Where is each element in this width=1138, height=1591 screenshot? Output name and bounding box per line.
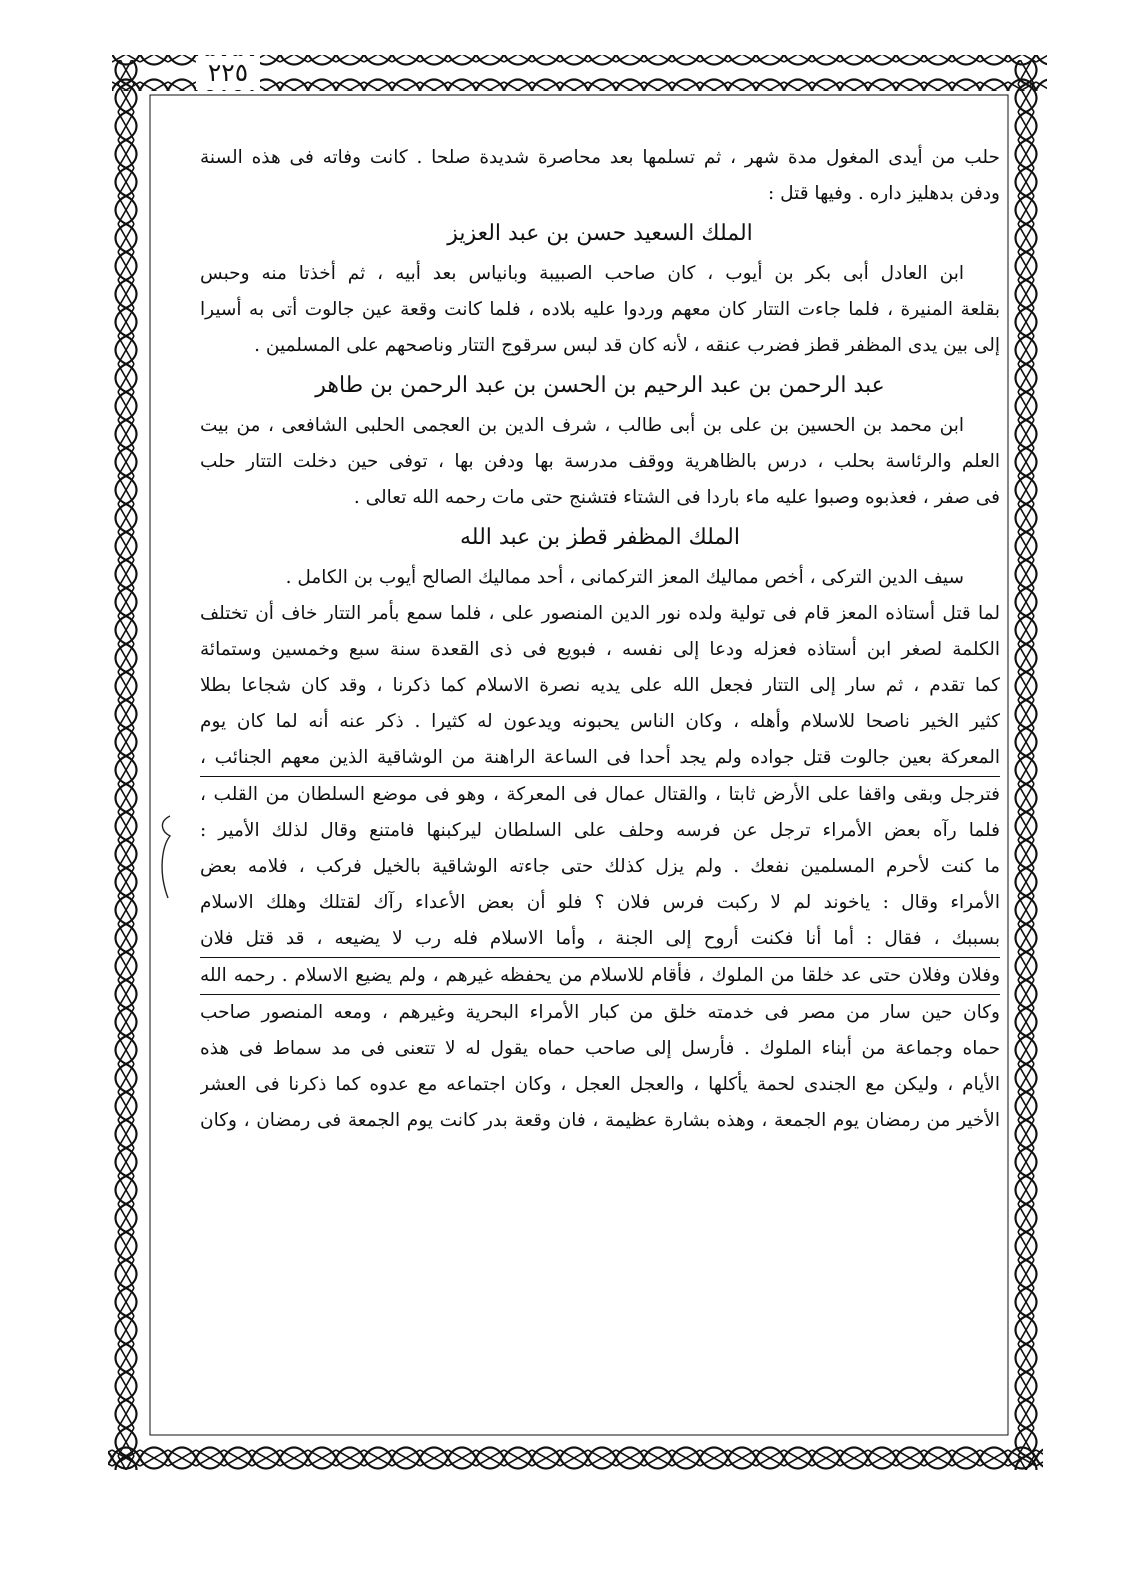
text-line: فى صفر ، فعذبوه وصبوا عليه ماء باردا فى الشتاء فتشنج حتى مات رحمه الله تعالى . xyxy=(353,487,1000,508)
entry-heading: الملك السعيد حسن بن عبد العزيز xyxy=(447,221,753,246)
text-line: العلم والرئاسة بحلب ، درس بالظاهرية ووقف مدرسة بها ودفن بها ، توفى حين دخلت التتار حلب xyxy=(200,451,1000,472)
text-body xyxy=(200,140,1000,1430)
entry-heading: عبد الرحمن بن عبد الرحيم بن الحسن بن عبد الرحمن بن طاهر xyxy=(315,373,885,398)
text-line: سيف الدين التركى ، أخص مماليك المعز التركمانى ، أحد مماليك الصالح أيوب بن الكامل . xyxy=(285,567,964,588)
text-line: لما قتل أستاذه المعز قام فى تولية ولده نور الدين المنصور على ، فلما سمع بأمر التتار خاف أن تختلف xyxy=(200,603,1000,624)
text-line: الأمراء وقال : ياخوند لم لا ركبت فرس فلان ؟ فلو أن بعض الأعداء رآك لقتلك وهلك الاسلام xyxy=(200,892,1000,913)
handwritten-margin-bracket xyxy=(140,812,180,902)
text-line: إلى بين يدى المظفر قطز فضرب عنقه ، لأنه كان قد لبس سرقوج التتار وناصحهم على المسلمين . xyxy=(254,335,1000,356)
text-line-underlined: بسببك ، فقال : أما أنا فكنت أروح إلى الجنة ، وأما الاسلام فله رب لا يضيعه ، قد قتل فلان xyxy=(200,921,1000,958)
text-line: ابن العادل أبى بكر بن أيوب ، كان صاحب الصبيبة وبانياس بعد أبيه ، ثم أخذتا منه وحبس xyxy=(200,263,964,284)
text-line-underlined: المعركة بعين جالوت قتل جواده ولم يجد أحدا فى الساعة الراهنة من الوشاقية الذين معهم الجنائب ، xyxy=(200,740,1000,777)
text-line: ابن محمد بن الحسين بن على بن أبى طالب ، شرف الدين بن العجمى الحلبى الشافعى ، من بيت xyxy=(200,415,964,436)
text-line: حلب من أيدى المغول مدة شهر ، ثم تسلمها بعد محاصرة شديدة صلحا . كانت وفاته فى هذه السنة xyxy=(200,147,1000,168)
text-line: الأخير من رمضان يوم الجمعة ، وهذه بشارة عظيمة ، فان وقعة بدر كانت يوم الجمعة فى رمضان ، وكان xyxy=(200,1110,1000,1131)
text-line: ودفن بدهليز داره . وفيها قتل : xyxy=(768,183,1000,204)
text-line: وكان حين سار من مصر فى خدمته خلق من كبار الأمراء البحرية وغيرهم ، ومعه المنصور صاحب xyxy=(200,1002,1000,1023)
text-line: كثير الخير ناصحا للاسلام وأهله ، وكان الناس يحبونه ويدعون له كثيرا . ذكر عنه أنه لما كان يوم xyxy=(200,711,1000,732)
page-number: ٢٢٥ xyxy=(196,56,260,90)
text-line: الأيام ، وليكن مع الجندى لحمة يأكلها ، والعجل العجل ، وكان اجتماعه مع عدوه كما ذكرنا فى العشر xyxy=(200,1074,1000,1095)
text-line: ما كنت لأحرم المسلمين نفعك . ولم يزل كذلك حتى جاءته الوشاقية بالخيل فركب ، فلامه بعض xyxy=(200,856,1000,877)
text-line-underlined: وفلان وفلان حتى عد خلقا من الملوك ، فأقام للاسلام من يحفظه غيرهم ، ولم يضيع الاسلام . رحمه الله xyxy=(200,958,1000,995)
text-line: فلما رآه بعض الأمراء ترجل عن فرسه وحلف على السلطان ليركبنها فامتنع وقال لذلك الأمير : xyxy=(200,820,1000,841)
text-line: بقلعة المنيرة ، فلما جاءت التتار كان معهم وردوا عليه بلاده ، فلما كانت وقعة عين جالوت أتى به أسيرا xyxy=(200,299,1000,320)
text-line: حماه وجماعة من أبناء الملوك . فأرسل إلى صاحب حماه يقول له لا تتعنى فى مد سماط فى هذه xyxy=(200,1038,1000,1059)
entry-heading: الملك المظفر قطز بن عبد الله xyxy=(460,525,740,550)
text-line: الكلمة لصغر ابن أستاذه فعزله ودعا إلى نفسه ، فبويع فى ذى القعدة سنة سبع وخمسين وستمائة xyxy=(200,639,1000,660)
text-line: كما تقدم ، ثم سار إلى التتار فجعل الله على يديه نصرة الاسلام كما ذكرنا ، وقد كان شجاعا بطلا xyxy=(200,675,1000,696)
text-line: فترجل وبقى واقفا على الأرض ثابتا ، والقتال عمال فى المعركة ، وهو فى موضع السلطان من القلب ، xyxy=(200,784,1000,805)
